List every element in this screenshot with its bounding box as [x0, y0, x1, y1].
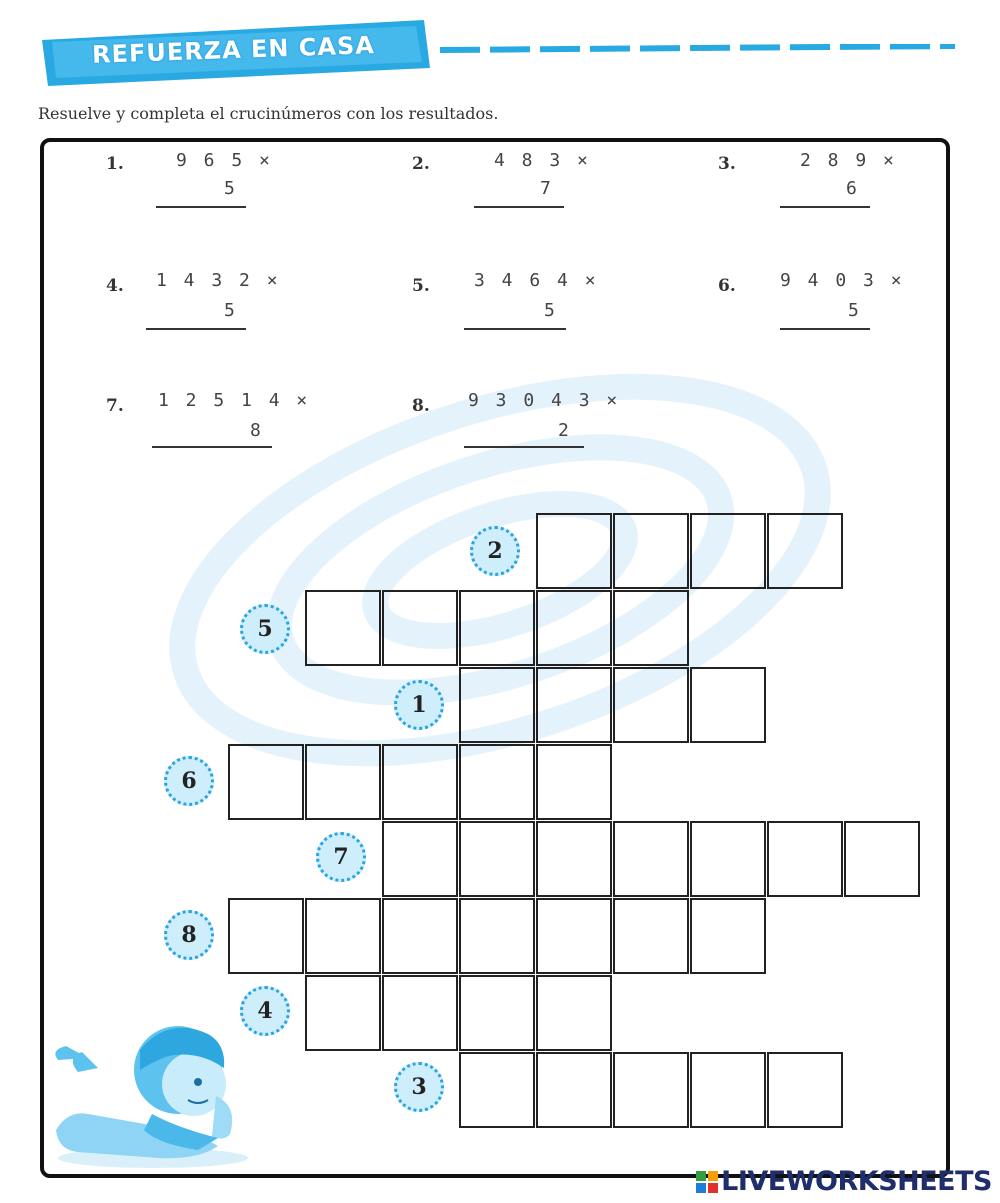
- grid-cell[interactable]: [690, 513, 766, 589]
- grid-cell[interactable]: [536, 590, 612, 666]
- grid-cell[interactable]: [844, 821, 920, 897]
- clue-badge-5: 5: [240, 604, 290, 654]
- grid-cell[interactable]: [767, 1052, 843, 1128]
- instruction-text: Resuelve y completa el crucinúmeros con los resultados.: [38, 104, 499, 123]
- grid-cell-input[interactable]: [461, 592, 537, 666]
- grid-cell-input[interactable]: [230, 746, 306, 820]
- grid-cell-input[interactable]: [692, 515, 768, 589]
- grid-cell-input[interactable]: [461, 823, 537, 897]
- operation-line: [152, 446, 272, 448]
- grid-cell-input[interactable]: [461, 746, 537, 820]
- grid-cell-input[interactable]: [769, 1054, 845, 1128]
- problem-6: [718, 270, 938, 360]
- multiplicand: 1 2 5 1 4 ×: [158, 390, 311, 411]
- multiplier: 5: [544, 300, 555, 321]
- grid-cell-input[interactable]: [230, 900, 306, 974]
- operation-line: [146, 328, 246, 330]
- grid-cell[interactable]: [690, 667, 766, 743]
- grid-cell-input[interactable]: [692, 669, 768, 743]
- multiplier: 6: [846, 178, 857, 199]
- problem-7: [106, 390, 326, 480]
- grid-cell-input[interactable]: [846, 823, 922, 897]
- grid-cell-input[interactable]: [692, 900, 768, 974]
- multiplicand: 9 4 0 3 ×: [780, 270, 905, 291]
- grid-cell[interactable]: [305, 898, 381, 974]
- grid-cell[interactable]: [536, 821, 612, 897]
- clue-badge-8: 8: [164, 910, 214, 960]
- problem-4: [106, 270, 326, 360]
- grid-cell[interactable]: [459, 667, 535, 743]
- clue-badge-3: 3: [394, 1062, 444, 1112]
- grid-cell-input[interactable]: [769, 515, 845, 589]
- clue-badge-2: 2: [470, 526, 520, 576]
- grid-cell[interactable]: [536, 1052, 612, 1128]
- multiplier: 5: [224, 300, 235, 321]
- grid-cell[interactable]: [767, 821, 843, 897]
- grid-cell[interactable]: [690, 821, 766, 897]
- problem-1: [106, 148, 326, 238]
- grid-cell-input[interactable]: [307, 977, 383, 1051]
- grid-cell-input[interactable]: [461, 669, 537, 743]
- problem-number: 1.: [106, 154, 124, 174]
- grid-cell[interactable]: [536, 744, 612, 820]
- grid-cell-input[interactable]: [538, 746, 614, 820]
- grid-cell[interactable]: [459, 898, 535, 974]
- grid-cell-input[interactable]: [461, 977, 537, 1051]
- grid-cell[interactable]: [382, 898, 458, 974]
- problem-number: 6.: [718, 276, 736, 296]
- operation-line: [464, 446, 584, 448]
- grid-cell-input[interactable]: [692, 823, 768, 897]
- grid-cell[interactable]: [459, 1052, 535, 1128]
- grid-cell[interactable]: [382, 744, 458, 820]
- grid-cell-input[interactable]: [615, 515, 691, 589]
- grid-cell[interactable]: [459, 744, 535, 820]
- grid-cell[interactable]: [613, 1052, 689, 1128]
- operation-line: [156, 206, 246, 208]
- grid-cell[interactable]: [613, 667, 689, 743]
- grid-cell[interactable]: [382, 590, 458, 666]
- grid-cell[interactable]: [613, 898, 689, 974]
- logo-icon: [696, 1171, 718, 1193]
- multiplicand: 2 8 9 ×: [800, 150, 897, 171]
- grid-cell[interactable]: [536, 898, 612, 974]
- grid-cell-input[interactable]: [538, 900, 614, 974]
- operation-line: [474, 206, 564, 208]
- brand-logo: [696, 1166, 992, 1197]
- grid-cell[interactable]: [459, 590, 535, 666]
- grid-cell-input[interactable]: [538, 977, 614, 1051]
- grid-cell[interactable]: [459, 821, 535, 897]
- grid-cell-input[interactable]: [384, 900, 460, 974]
- clue-badge-7: 7: [316, 832, 366, 882]
- problem-number: 5.: [412, 276, 430, 296]
- child-illustration: [48, 1010, 258, 1170]
- grid-cell-input[interactable]: [615, 669, 691, 743]
- multiplicand: 3 4 6 4 ×: [474, 270, 599, 291]
- grid-cell-input[interactable]: [307, 900, 383, 974]
- grid-cell-input[interactable]: [538, 592, 614, 666]
- grid-cell[interactable]: [613, 513, 689, 589]
- grid-cell[interactable]: [305, 975, 381, 1051]
- multiplier: 2: [558, 420, 569, 441]
- grid-cell-input[interactable]: [615, 592, 691, 666]
- problem-number: 4.: [106, 276, 124, 296]
- grid-cell[interactable]: [228, 744, 304, 820]
- grid-cell[interactable]: [536, 667, 612, 743]
- multiplier: 5: [848, 300, 859, 321]
- problem-3: [718, 148, 938, 238]
- grid-cell-input[interactable]: [615, 823, 691, 897]
- decorative-dashes: [440, 44, 960, 56]
- grid-cell-input[interactable]: [615, 900, 691, 974]
- grid-cell[interactable]: [382, 975, 458, 1051]
- operation-line: [464, 328, 566, 330]
- grid-cell-input[interactable]: [384, 823, 460, 897]
- grid-cell[interactable]: [228, 898, 304, 974]
- grid-cell[interactable]: [767, 513, 843, 589]
- grid-cell-input[interactable]: [461, 900, 537, 974]
- grid-cell-input[interactable]: [384, 977, 460, 1051]
- problem-5: [412, 270, 632, 360]
- multiplicand: 9 6 5 ×: [176, 150, 273, 171]
- grid-cell[interactable]: [305, 744, 381, 820]
- problem-number: 7.: [106, 396, 124, 416]
- problem-number: 8.: [412, 396, 430, 416]
- operation-line: [780, 206, 870, 208]
- brand-name: LIVEWORKSHEETS: [721, 1166, 992, 1197]
- grid-cell-input[interactable]: [461, 1054, 537, 1128]
- grid-cell[interactable]: [536, 975, 612, 1051]
- grid-cell-input[interactable]: [384, 746, 460, 820]
- grid-cell[interactable]: [690, 898, 766, 974]
- grid-cell-input[interactable]: [769, 823, 845, 897]
- grid-cell-input[interactable]: [538, 823, 614, 897]
- grid-cell-input[interactable]: [384, 592, 460, 666]
- problem-number: 2.: [412, 154, 430, 174]
- multiplicand: 1 4 3 2 ×: [156, 270, 281, 291]
- multiplicand: 4 8 3 ×: [494, 150, 591, 171]
- grid-cell-input[interactable]: [538, 1054, 614, 1128]
- problem-2: [412, 148, 632, 238]
- grid-cell[interactable]: [382, 821, 458, 897]
- problem-number: 3.: [718, 154, 736, 174]
- grid-cell-input[interactable]: [307, 746, 383, 820]
- problem-8: [412, 390, 632, 480]
- banner-title: REFUERZA EN CASA: [91, 31, 376, 69]
- multiplier: 8: [250, 420, 261, 441]
- operation-line: [780, 328, 870, 330]
- grid-cell-input[interactable]: [692, 1054, 768, 1128]
- grid-cell[interactable]: [305, 590, 381, 666]
- multiplicand: 9 3 0 4 3 ×: [468, 390, 621, 411]
- grid-cell[interactable]: [690, 1052, 766, 1128]
- grid-cell[interactable]: [536, 513, 612, 589]
- multiplier: 7: [540, 178, 551, 199]
- grid-cell-input[interactable]: [615, 1054, 691, 1128]
- multiplier: 5: [224, 178, 235, 199]
- grid-cell[interactable]: [613, 821, 689, 897]
- grid-cell[interactable]: [459, 975, 535, 1051]
- grid-cell-input[interactable]: [538, 669, 614, 743]
- clue-badge-6: 6: [164, 756, 214, 806]
- grid-cell[interactable]: [613, 590, 689, 666]
- clue-badge-1: 1: [394, 680, 444, 730]
- grid-cell-input[interactable]: [538, 515, 614, 589]
- grid-cell-input[interactable]: [307, 592, 383, 666]
- clue-badge-4: 4: [240, 986, 290, 1036]
